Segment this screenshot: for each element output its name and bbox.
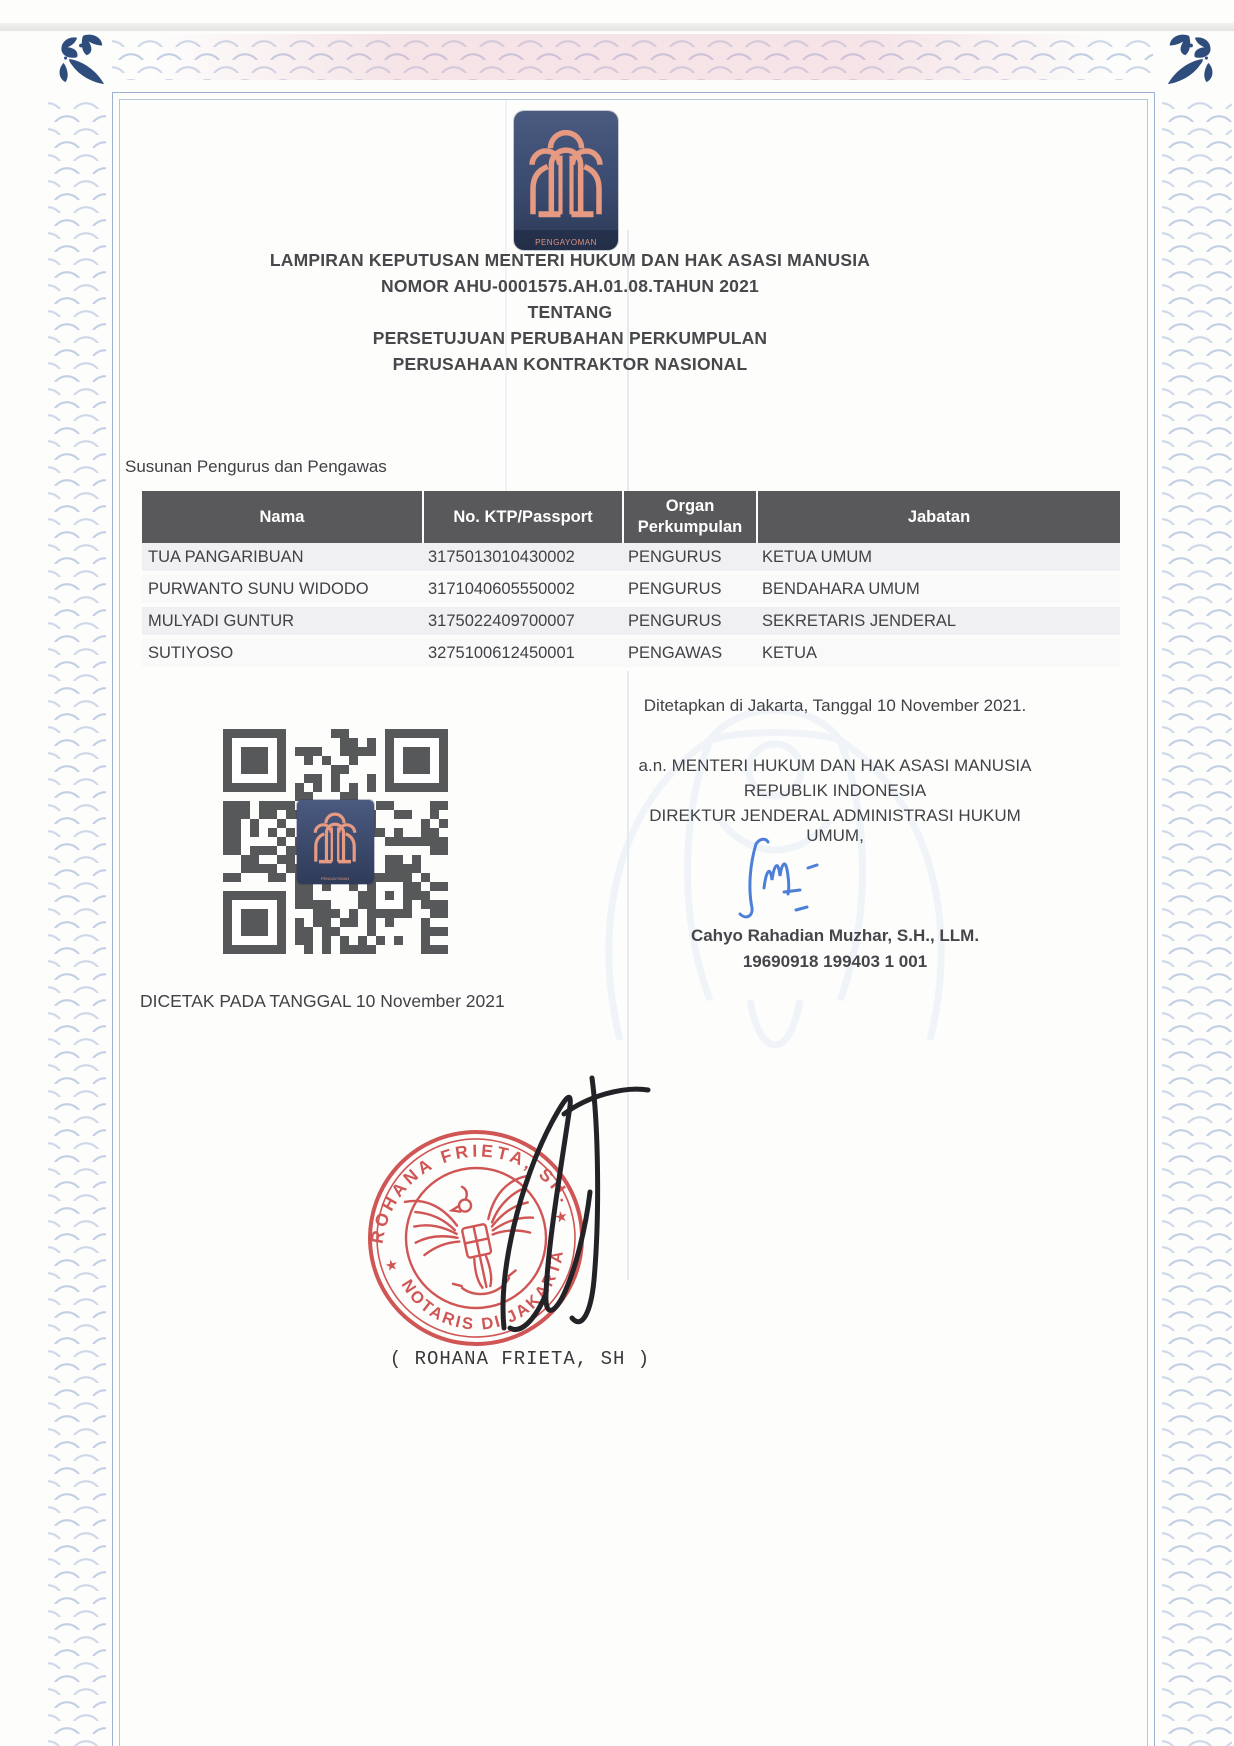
title-line: PERSETUJUAN PERUBAHAN PERKUMPULAN [372, 328, 768, 348]
table-body [142, 543, 1120, 671]
title-line: LAMPIRAN KEPUTUSAN MENTERI HUKUM DAN HAK ASASI MANUSIA [269, 250, 871, 270]
table-row [142, 607, 1120, 639]
column-header-jabatan: Jabatan [756, 491, 1120, 543]
title-line: PERUSAHAAN KONTRAKTOR NASIONAL [392, 354, 748, 374]
column-header-ktp: No. KTP/Passport [422, 491, 622, 543]
table-cell: SEKRETARIS JENDERAL [762, 611, 957, 630]
table-cell: MULYADI GUNTUR [148, 611, 295, 630]
border-left-pattern [48, 96, 106, 1746]
table-cell: TUA PANGARIBUAN [148, 547, 304, 566]
table-cell: PENGURUS [628, 611, 722, 630]
section-label: Susunan Pengurus dan Pengawas [125, 457, 387, 476]
table-row [142, 543, 1120, 575]
table-cell: PENGAWAS [628, 643, 723, 662]
title-line: NOMOR AHU-0001575.AH.01.08.TAHUN 2021 [381, 276, 759, 296]
table-row [142, 639, 1120, 671]
pengayoman-emblem-icon [511, 117, 621, 229]
corner-ornament-icon [54, 32, 108, 86]
director-title-line: DIREKTUR JENDERAL ADMINISTRASI HUKUM UMUM, [649, 806, 1021, 845]
stamp-star-left: ★ [383, 1255, 400, 1276]
signer-nip: 19690918 199403 1 001 [742, 952, 928, 971]
republic-line: REPUBLIK INDONESIA [743, 781, 927, 800]
border-right-pattern [1162, 96, 1232, 1746]
table-cell: PURWANTO SUNU WIDODO [148, 579, 369, 598]
stamp-bottom-text: NOTARIS DI JAKARTA [397, 1247, 568, 1334]
board-table [142, 491, 1120, 671]
column-header-nama: Nama [259, 507, 305, 526]
stamp-star-right: ★ [552, 1207, 570, 1228]
notary-typed-name: ( ROHANA FRIETA, SH ) [389, 1348, 651, 1370]
column-header-organ: Organ Perkumpulan [622, 491, 756, 543]
stamp-top-text: ROHANA FRIETA, SH. [366, 1140, 578, 1245]
notary-signature [468, 1022, 678, 1342]
pengayoman-emblem-icon [303, 805, 367, 867]
scan-artifact-band [0, 23, 1234, 31]
table-cell: KETUA [762, 643, 818, 662]
title-line: TENTANG [527, 302, 613, 322]
pengayoman-logo [514, 111, 618, 250]
border-top-pink-wash [112, 34, 1153, 80]
signer-name: Cahyo Rahadian Muzhar, S.H., LLM. [690, 926, 980, 945]
table-cell: 3275100612450001 [428, 643, 575, 662]
qr-logo-caption: PENGAYOMAN [320, 876, 350, 881]
table-cell: SUTIYOSO [148, 643, 234, 662]
table-cell: 3171040605550002 [428, 579, 575, 598]
table-row [142, 575, 1120, 607]
corner-ornament-icon [1164, 32, 1218, 86]
qr-center-logo [297, 800, 374, 884]
table-cell: PENGURUS [628, 547, 722, 566]
decree-title [240, 247, 900, 377]
place-date-line: Ditetapkan di Jakarta, Tanggal 10 November 2021. [643, 696, 1027, 715]
printed-date-note: DICETAK PADA TANGGAL 10 November 2021 [140, 991, 505, 1011]
on-behalf-line: a.n. MENTERI HUKUM DAN HAK ASASI MANUSIA [638, 756, 1032, 775]
table-cell: KETUA UMUM [762, 547, 873, 566]
table-cell: 3175013010430002 [428, 547, 575, 566]
official-signature [700, 830, 860, 930]
table-cell: 3175022409700007 [428, 611, 575, 630]
table-header-row [142, 491, 1120, 543]
table-cell: BENDAHARA UMUM [762, 579, 920, 598]
logo-caption: PENGAYOMAN [535, 238, 597, 247]
table-cell: PENGURUS [628, 579, 722, 598]
